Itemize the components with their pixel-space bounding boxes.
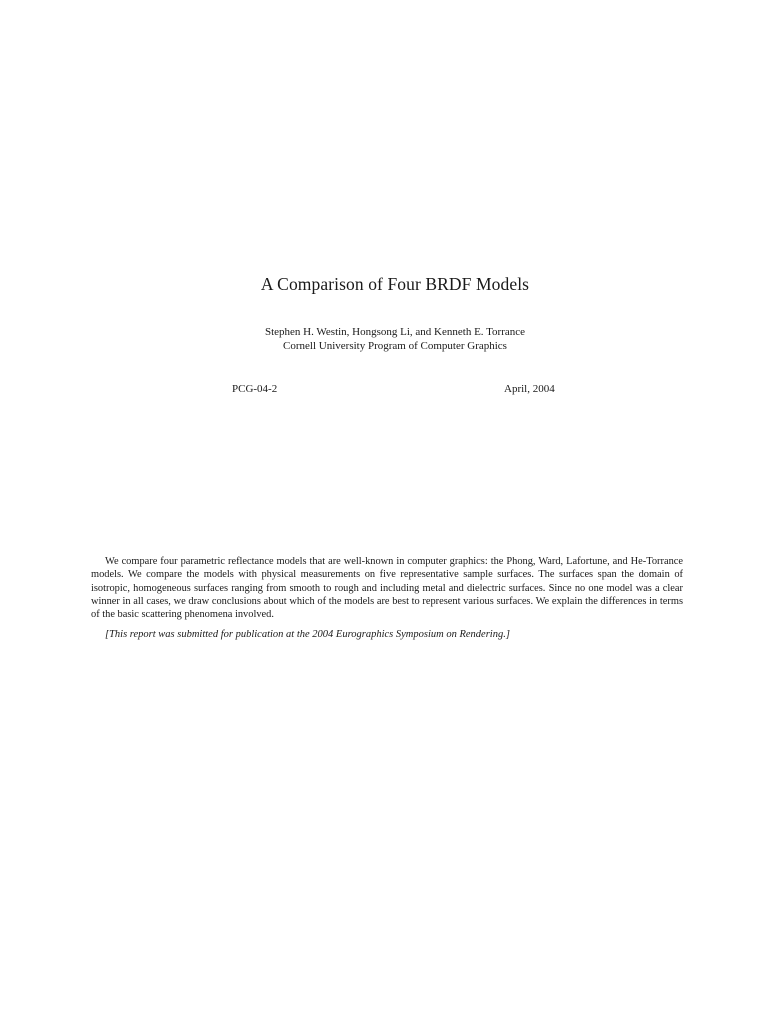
author-list: Stephen H. Westin, Hongsong Li, and Kenneth E. Torrance bbox=[264, 326, 526, 338]
submission-note: [This report was submitted for publication at the 2004 Eurographics Symposium on Rendering.] bbox=[105, 629, 510, 640]
abstract-paragraph: We compare four parametric reflectance models that are well-known in computer graphics: the Phong, Ward, Lafortune, and He-Torrance models. We compare the models with physical measurements on five representative sample surfaces. The surfaces span the domain of isotropic, homogeneous surfaces ranging from smooth to rough and including metal and dielectric surfaces. Since no one model was a clear winner in all cases, we draw conclusions about which of the models are best to represent various surfaces. We explain the differences in terms of the basic scattering phenomena involved. bbox=[91, 556, 683, 621]
paper-title: A Comparison of Four BRDF Models bbox=[260, 274, 530, 294]
affiliation: Cornell University Program of Computer Graphics bbox=[283, 340, 507, 352]
report-number: PCG-04-2 bbox=[232, 383, 278, 395]
report-date: April, 2004 bbox=[504, 383, 555, 395]
